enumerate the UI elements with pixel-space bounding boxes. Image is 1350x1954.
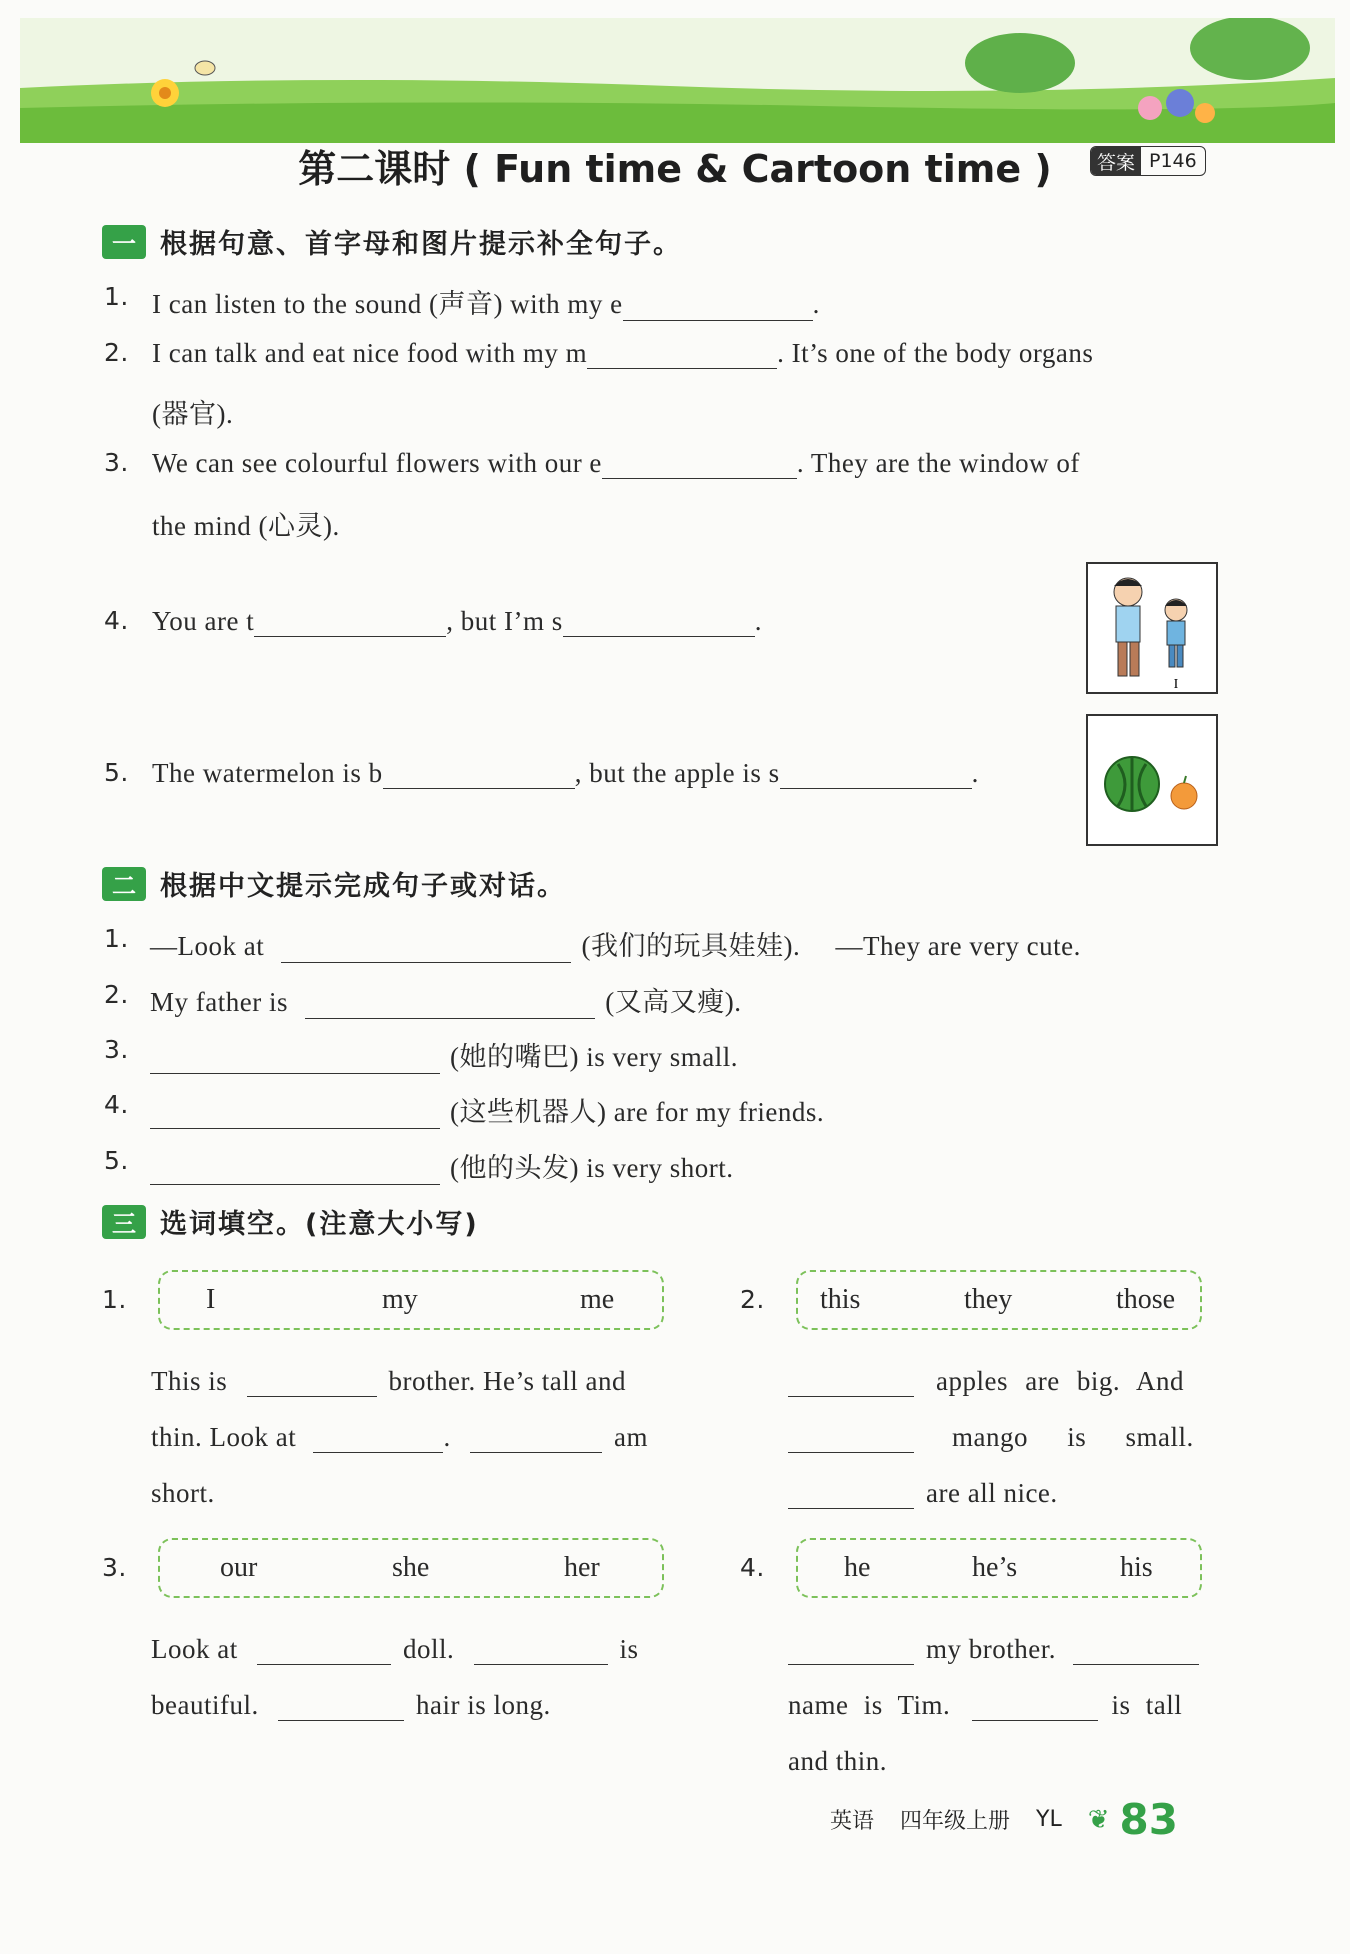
item-number: 3.: [104, 448, 129, 477]
q1-word-box: [158, 1270, 664, 1330]
answer-blank[interactable]: [305, 989, 595, 1019]
section-1-heading: [102, 222, 682, 261]
q1-line-2: thin. Look at . am: [151, 1422, 648, 1452]
answer-blank[interactable]: [257, 1635, 391, 1665]
sentence-text: We can see colourful flowers with our e: [152, 448, 602, 478]
sentence-text: .: [754, 606, 763, 636]
page-title: 第二课时 ( Fun time & Cartoon time ): [298, 147, 1052, 191]
watermelon-apple-image: [1086, 714, 1218, 846]
answer-blank[interactable]: [788, 1479, 914, 1509]
q4-line-2: name is Tim. is tall: [788, 1690, 1183, 1720]
tall-short-boys-image: [1086, 562, 1218, 694]
word-option: me: [580, 1284, 615, 1315]
answer-blank[interactable]: [563, 607, 755, 637]
sentence-continuation: the mind (心灵).: [152, 511, 340, 541]
answer-blank[interactable]: [602, 449, 797, 479]
leaf-icon: ❦: [1087, 1804, 1110, 1835]
worksheet-page: 第二课时 ( Fun time & Cartoon time ) 答案 P146 一 根据句意、首字母和图片提示补全句子。 1. I can listen to the sound (声音) with my e . 2. I can talk and eat nice food with my m . It’s one of the body organs (器官). 3. We can see colourful flowers with our e . They are the window of the mind (心灵). 4. You are t , but I’m s . I 5. The watermelon is b , but the apple is s . 二 根据中文提示完成句子或对话。 1. —Look at (我们的玩具娃娃). —They are very cute. 2. My father is (又高又瘦). 3. (她的嘴巴) is very small. 4. (这些机器人) are for my friends. 5. (他的头发) is very short. 三 选词填空。(注意大小写) 1. I my me This is brother. He’s tall and thin. Look at . am short. 2. this they those apples are big. And mango is small. are all nice. 3. our she her Look at doll. is beautiful. hair is long. 4. he he’s his my brother. name is Tim. is tall and thin. 英语 四年级上册 YL ❦ 83: [0, 0, 1350, 1954]
sentence-text: , but the apple is s: [574, 758, 780, 788]
sentence-text: . They are the window of: [796, 448, 1080, 478]
item-number: 5.: [104, 758, 129, 787]
sentence-text: I can talk and eat nice food with my m: [152, 338, 588, 368]
q2-line-2: mango is small.: [788, 1422, 1194, 1453]
answer-blank[interactable]: [780, 759, 972, 789]
sentence-text: .: [812, 289, 820, 319]
item-number: 5.: [104, 1146, 129, 1175]
sentence-text: You are t: [152, 606, 255, 636]
footer-edition: YL: [1036, 1807, 1062, 1832]
answer-blank[interactable]: [247, 1367, 377, 1397]
footer-subject: 英语: [830, 1809, 875, 1834]
answer-blank[interactable]: [254, 607, 446, 637]
item-number: 3.: [104, 1035, 129, 1064]
answer-blank[interactable]: [150, 1044, 440, 1074]
item-number: 4.: [104, 1090, 129, 1119]
word-option: his: [1120, 1552, 1153, 1583]
answer-blank[interactable]: [281, 933, 571, 963]
chinese-hint: (我们的玩具娃娃).: [581, 931, 801, 961]
q2-word-box: [796, 1270, 1202, 1330]
sentence-text: , but I’m s: [446, 606, 563, 636]
section-title: 选词填空。(注意大小写): [160, 1209, 479, 1240]
word-option: he: [844, 1552, 871, 1583]
section-3-heading: [102, 1202, 479, 1241]
answer-blank[interactable]: [474, 1635, 608, 1665]
word-option: she: [392, 1552, 430, 1583]
bee-icon: [195, 61, 215, 75]
item-number: 1.: [104, 924, 129, 953]
sentence-text: —Look at: [150, 931, 265, 961]
answer-reference: [1090, 146, 1206, 176]
answer-blank[interactable]: [623, 291, 813, 321]
page-number: 83: [1119, 1795, 1178, 1844]
sentence-text: I can listen to the sound (声音) with my e: [152, 289, 623, 319]
answer-blank[interactable]: [788, 1635, 914, 1665]
flower-icon: [151, 79, 179, 107]
word-option: those: [1116, 1284, 1176, 1315]
answer-blank[interactable]: [383, 759, 575, 789]
item-number: 4.: [104, 606, 129, 635]
word-option: our: [220, 1552, 258, 1583]
sentence-text: .: [971, 758, 979, 788]
chinese-hint: (又高又瘦).: [605, 987, 742, 1017]
sentence-text: The watermelon is b: [152, 758, 383, 788]
item-number: 2.: [104, 980, 129, 1009]
sentence-text: —They are very cute.: [835, 931, 1081, 961]
word-option: my: [382, 1284, 418, 1315]
section-2-heading: [102, 864, 566, 903]
q2-line-3: are all nice.: [788, 1478, 1058, 1509]
answer-blank[interactable]: [470, 1423, 602, 1453]
word-option: he’s: [972, 1552, 1018, 1583]
section-title: 根据句意、首字母和图片提示补全句子。: [160, 229, 682, 260]
sentence-continuation: (器官).: [152, 399, 234, 429]
q2-line-1: apples are big. And: [788, 1366, 1184, 1397]
section-number: 二: [102, 867, 146, 901]
footer-grade: 四年级上册: [900, 1809, 1011, 1834]
pic-label-i: I: [1173, 677, 1179, 692]
answer-blank[interactable]: [313, 1423, 443, 1453]
answer-blank[interactable]: [972, 1691, 1098, 1721]
word-option: this: [820, 1284, 861, 1315]
section-number: 三: [102, 1205, 146, 1239]
word-option: I: [206, 1284, 216, 1315]
q3-line-1: Look at doll. is: [151, 1634, 639, 1664]
word-option: her: [564, 1552, 600, 1583]
answer-blank[interactable]: [150, 1155, 440, 1185]
answer-page: P146: [1149, 150, 1197, 172]
answer-blank[interactable]: [788, 1423, 914, 1453]
answer-label: 答案: [1091, 146, 1141, 176]
answer-blank[interactable]: [587, 339, 777, 369]
sentence-text: (她的嘴巴) is very small.: [450, 1042, 738, 1072]
section-number: 一: [102, 225, 146, 259]
item-number: 2.: [104, 338, 129, 367]
q1-line-1: This is brother. He’s tall and: [151, 1366, 626, 1396]
page-footer: [830, 1795, 1178, 1844]
q3-line-2: beautiful. hair is long.: [151, 1690, 551, 1720]
item-number: 1.: [104, 282, 129, 311]
answer-blank[interactable]: [278, 1691, 404, 1721]
sentence-text: . It’s one of the body organs: [777, 338, 1094, 368]
section-title: 根据中文提示完成句子或对话。: [160, 871, 566, 902]
sentence-text: (这些机器人) are for my friends.: [450, 1097, 825, 1127]
answer-blank[interactable]: [1073, 1635, 1199, 1665]
q3-word-box: [158, 1538, 664, 1598]
q1-line-3: short.: [151, 1478, 215, 1508]
q4-line-1: my brother.: [788, 1634, 1199, 1665]
q4-word-box: [796, 1538, 1202, 1598]
sentence-text: My father is: [150, 987, 288, 1017]
answer-blank[interactable]: [788, 1367, 914, 1397]
header-banner: [20, 18, 1335, 143]
q4-line-3: and thin.: [788, 1746, 887, 1776]
answer-blank[interactable]: [150, 1099, 440, 1129]
sentence-text: (他的头发) is very short.: [450, 1153, 734, 1183]
word-option: they: [964, 1284, 1013, 1315]
